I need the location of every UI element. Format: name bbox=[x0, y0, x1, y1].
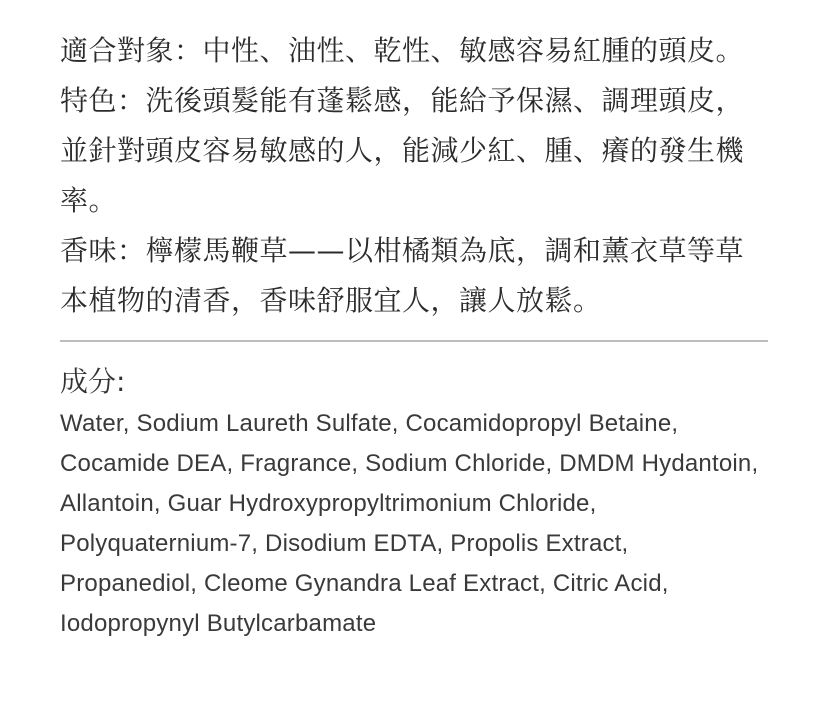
section-divider bbox=[60, 340, 768, 342]
scent-text: 香味：檸檬馬鞭草——以柑橘類為底，調和薰衣草等草本植物的清香，香味舒服宜人，讓人放鬆。 bbox=[60, 234, 745, 317]
features-text: 特色：洗後頭髮能有蓬鬆感，能給予保濕、調理頭皮，並針對頭皮容易敏感的人，能減少紅、腫、癢的發生機率。 bbox=[60, 84, 745, 217]
ingredients-heading: 成分: bbox=[60, 365, 126, 398]
ingredients-list: Water, Sodium Laureth Sulfate, Cocamidopropyl Betaine, Cocamide DEA, Fragrance, Sodium Chloride, DMDM Hydantoin, Allantoin, Guar Hydroxypropyltrimonium Chloride, Polyquaternium-7, Disodium EDTA, Propolis Extract, Propanediol, Cleome Gynandra Leaf Extract, Citric Acid, Iodopropynyl Butylcarbamate bbox=[60, 410, 759, 637]
suitable-for-text: 適合對象：中性、油性、乾性、敏感容易紅腫的頭皮。 bbox=[60, 34, 745, 67]
product-description bbox=[60, 26, 770, 326]
